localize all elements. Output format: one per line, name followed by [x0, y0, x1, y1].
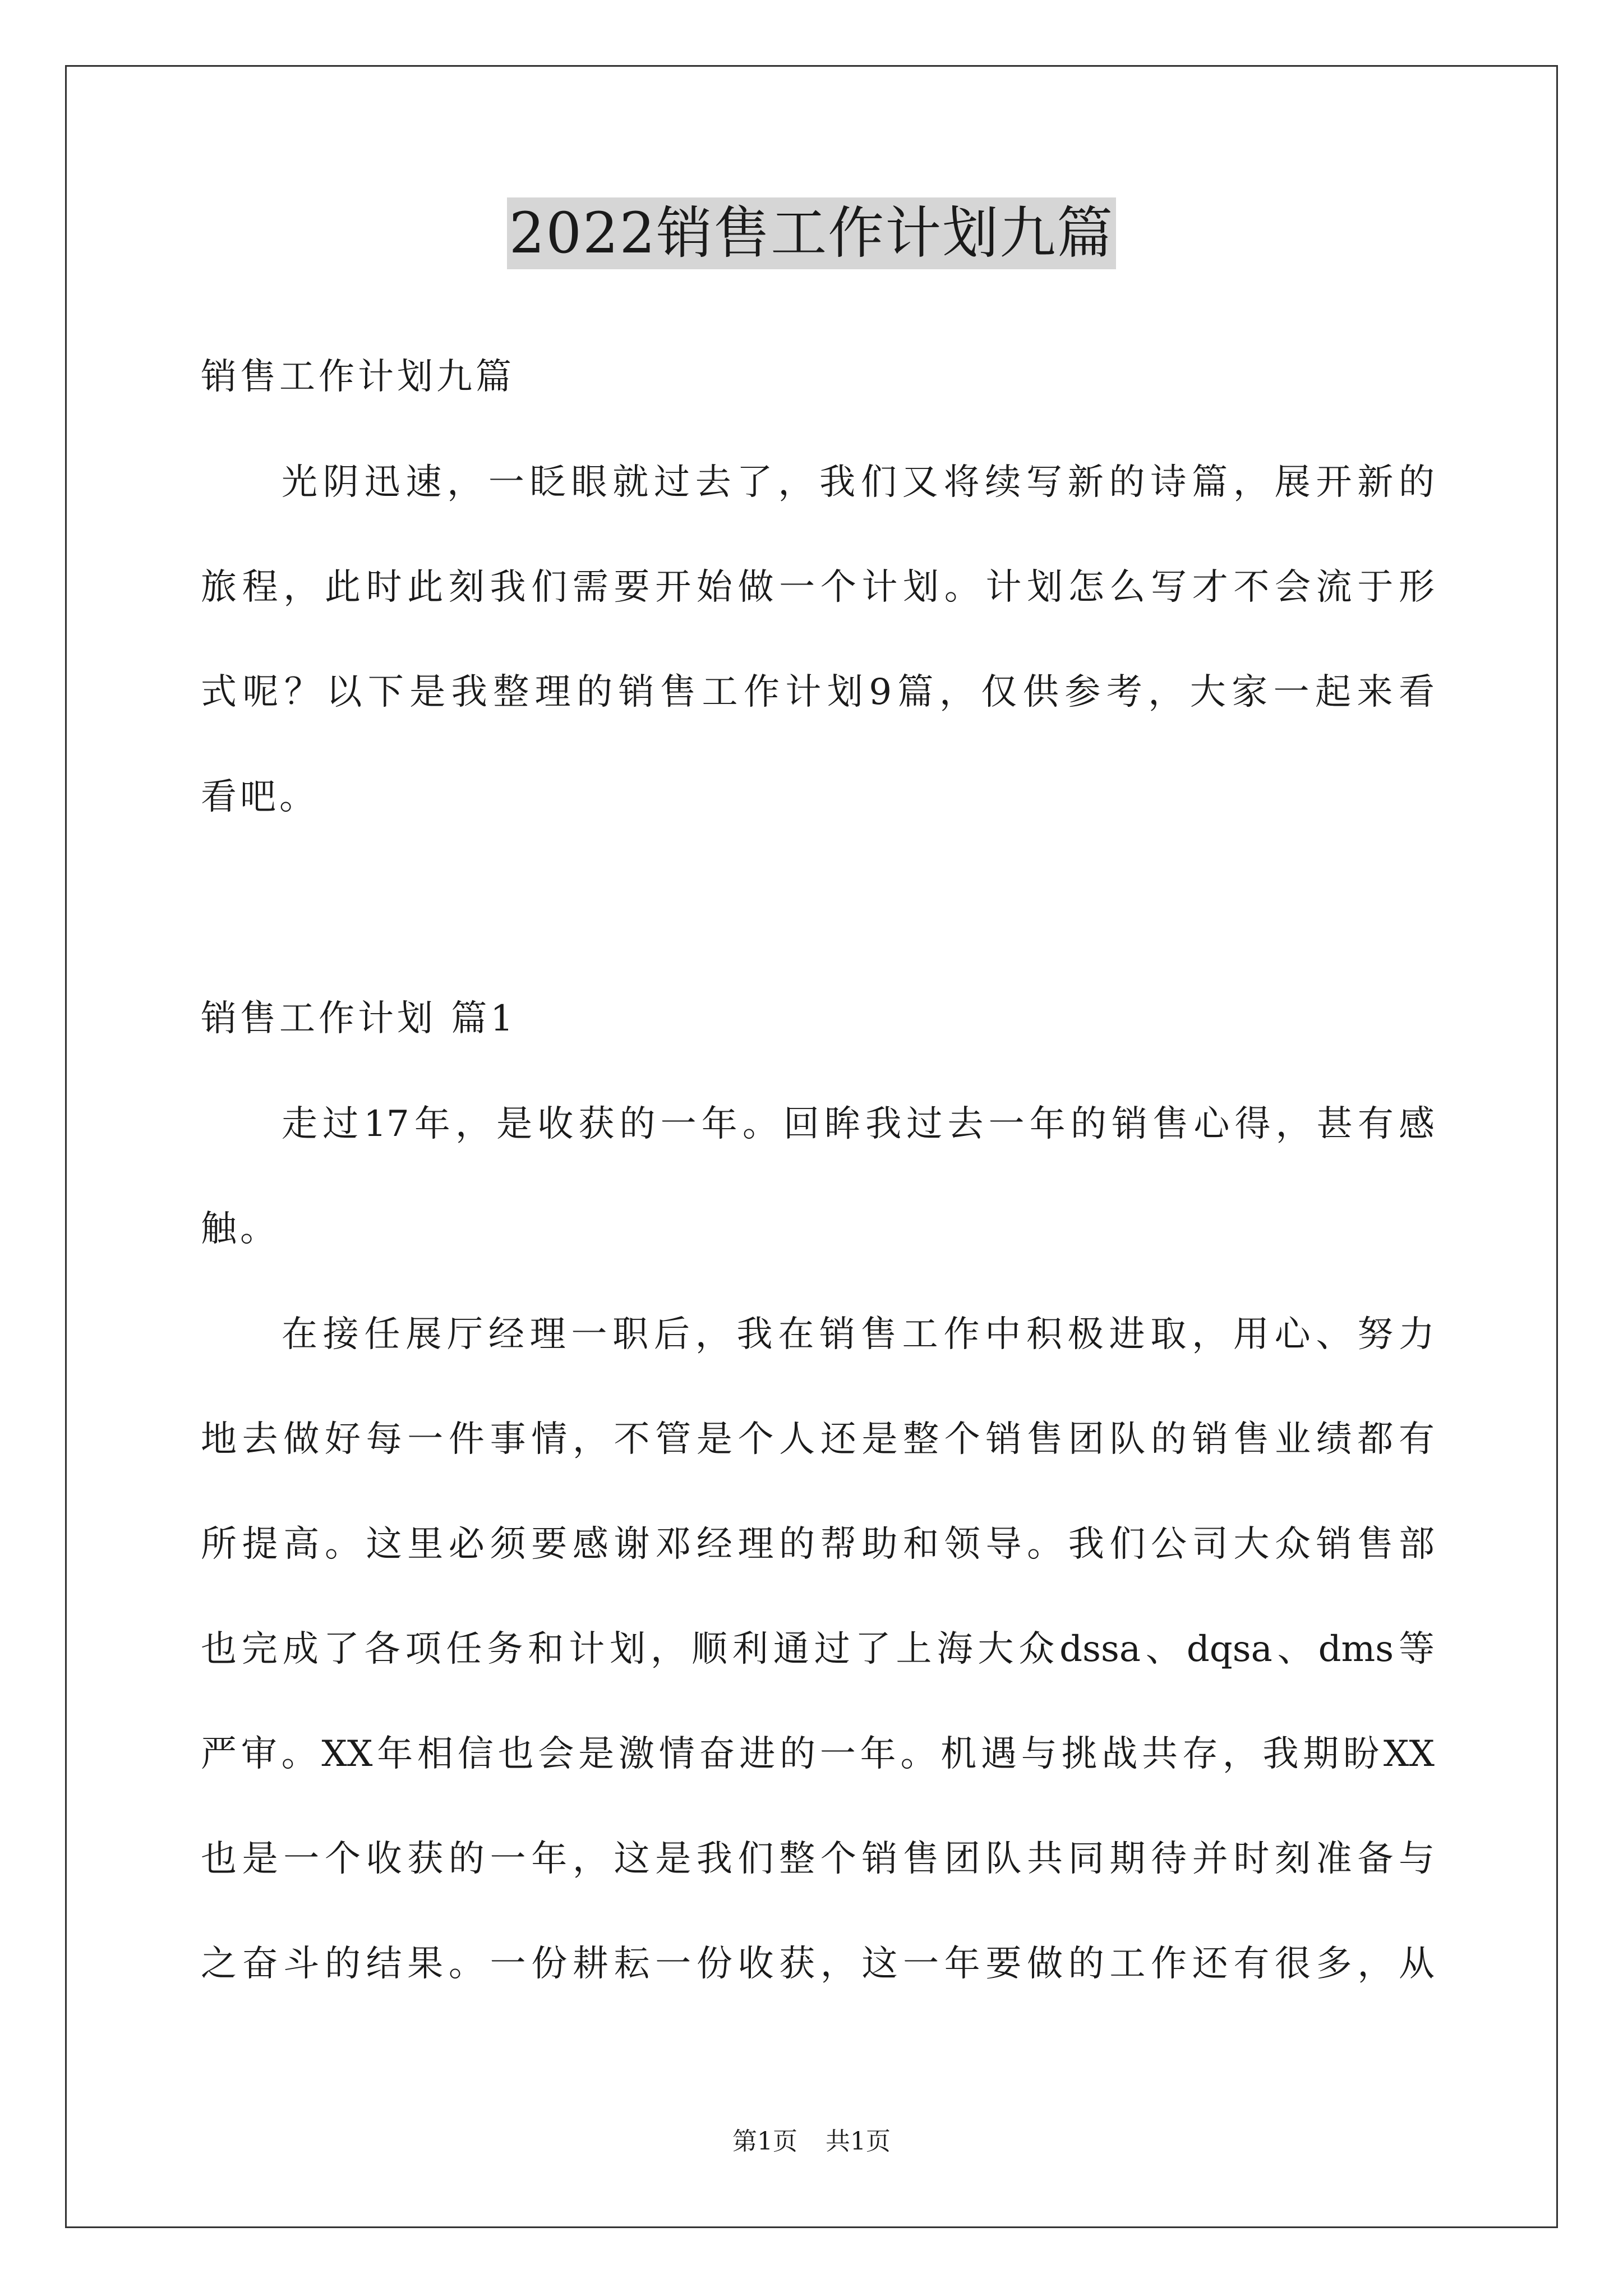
- document-title: 2022销售工作计划九篇: [507, 197, 1117, 269]
- section-heading: 销售工作计划 篇1: [201, 998, 517, 1039]
- paragraph-line: 走过17年，是收获的一年。回眸我过去一年的销售心得，甚有感: [282, 1103, 1435, 1145]
- page-number: 第1页: [732, 2127, 797, 2156]
- page-total: 共1页: [826, 2127, 891, 2156]
- paragraph-line: 触。: [201, 1208, 279, 1250]
- intro-heading: 销售工作计划九篇: [201, 356, 515, 398]
- intro-line: 旅程，此时此刻我们需要开始做一个计划。计划怎么写才不会流于形: [201, 567, 1435, 608]
- intro-line: 光阴迅速，一眨眼就过去了，我们又将续写新的诗篇，展开新的: [282, 462, 1435, 503]
- intro-line: 式呢？以下是我整理的销售工作计划9篇，仅供参考，大家一起来看: [201, 671, 1435, 713]
- paragraph-line: 严审。XX年相信也会是激情奋进的一年。机遇与挑战共存，我期盼XX: [201, 1733, 1435, 1775]
- paragraph-line: 所提高。这里必须要感谢邓经理的帮助和领导。我们公司大众销售部: [201, 1524, 1435, 1565]
- paragraph-line: 在接任展厅经理一职后，我在销售工作中积极进取，用心、努力: [282, 1314, 1435, 1355]
- intro-line: 看吧。: [201, 776, 319, 818]
- paragraph-line: 地去做好每一件事情，不管是个人还是整个销售团队的销售业绩都有: [201, 1419, 1435, 1460]
- paragraph-line: 之奋斗的结果。一份耕耘一份收获，这一年要做的工作还有很多，从: [201, 1943, 1435, 1985]
- title-container: [0, 197, 1623, 269]
- paragraph-line: 也是一个收获的一年，这是我们整个销售团队共同期待并时刻准备与: [201, 1838, 1435, 1880]
- paragraph-line: 也完成了各项任务和计划，顺利通过了上海大众dssa、dqsa、dms等: [201, 1628, 1435, 1670]
- page-footer: [0, 2125, 1623, 2159]
